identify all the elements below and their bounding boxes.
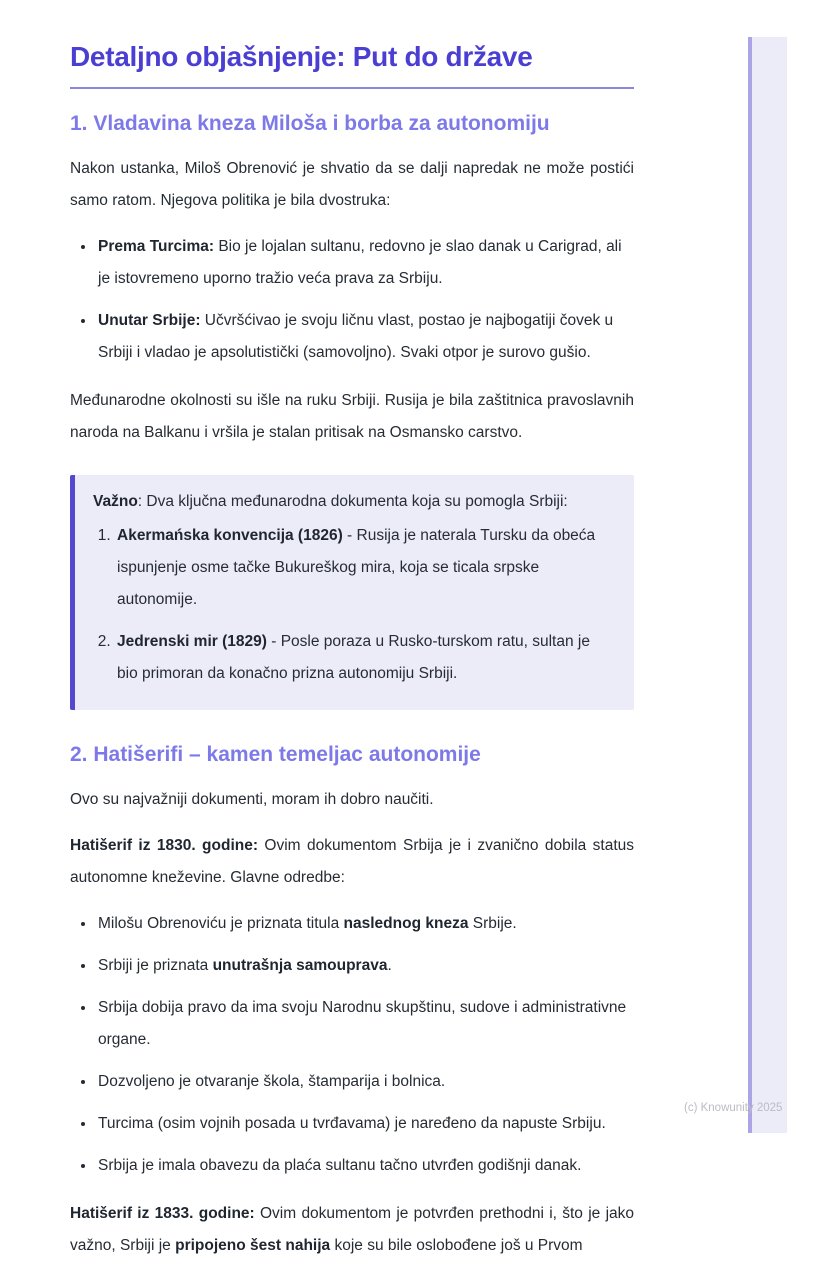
text-run: koje su bile oslobođene još u Prvom [330,1237,583,1254]
list-item [96,1108,634,1140]
bold-run: Akermańska konvencija (1826) [117,527,343,544]
important-callout [70,475,634,710]
text-run: Bio je lojalan sultanu, redovno je slao danak u Carigrad, ali je istovremeno uporno tražio veća prava za Srbiju. [98,238,622,287]
bold-run: unutrašnja samouprava [212,957,388,974]
text-run: Ovim dokumentom Srbija je i zvanično dobila status autonomne kneževine. Glavne odredbe: [70,837,635,886]
title-underline [70,87,634,89]
hatiserif-1833-paragraph [70,1198,634,1262]
list-item [115,626,612,690]
bold-run: Hatišerif iz 1833. godine: [70,1205,255,1222]
section-2-bullet-list [70,908,634,1182]
bold-run: naslednog kneza [343,915,469,932]
bold-run: Prema Turcima: [98,238,215,255]
list-item [96,1150,634,1182]
list-item [96,305,634,369]
text-run: : Dva ključna međunarodna dokumenta koja su pomogla Srbiji: [137,493,568,510]
section-2-intro-paragraph: Ovo su najvažniji dokumenti, moram ih dobro naučiti. [70,791,434,808]
list-item [115,520,612,616]
text-run: Srbije. [468,915,517,932]
text-run: Učvršćivao je svoju ličnu vlast, postao je najbogatiji čovek u Srbiji i vladao je apsolutistički (samovoljno). Svaki otpor je surovo gušio. [98,312,614,361]
callout-heading [93,486,612,518]
text-run: Milošu Obrenoviću je priznata titula [98,915,344,932]
list-item [96,908,634,940]
section-1-heading: 1. Vladavina kneza Miloša i borba za autonomiju [70,112,550,135]
list-item [96,231,634,295]
text-run: Turcima (osim vojnih posada u tvrđavama) je naređeno da napuste Srbiju. [98,1115,606,1132]
bold-run: pripojeno šest nahija [175,1237,331,1254]
section-1-bullet-list [70,231,634,369]
document-page [70,40,634,1276]
copyright-text: (c) Knowunity 2025 [684,1102,783,1114]
list-item [96,1066,634,1098]
text-run: - Posle poraza u Rusko-turskom ratu, sultan je bio primoran da konačno prizna autonomiju Srbiji. [117,633,590,682]
hatiserif-1830-paragraph [70,830,634,894]
bold-run: Unutar Srbije: [98,312,201,329]
section-1-outro-paragraph: Međunarodne okolnosti su išle na ruku Srbiji. Rusija je bila zaštitnica pravoslavnih naroda na Balkanu i vršila je stalan pritisak na Osmansko carstvo. [70,392,634,441]
bold-run: Hatišerif iz 1830. godine: [70,837,259,854]
text-run: . [387,957,392,974]
page-edge-decoration [748,37,787,1133]
text-run: Srbija je imala obavezu da plaća sultanu tačno utvrđen godišnji danak. [98,1157,582,1174]
section-1-intro-paragraph: Nakon ustanka, Miloš Obrenović je shvatio da se dalji napredak ne može postići samo ratom. Njegova politika je bila dvostruka: [70,160,634,209]
text-run: Srbija dobija pravo da ima svoju Narodnu skupštinu, sudove i administrativne organe. [98,999,627,1048]
bold-run: Jedrenski mir (1829) [117,633,267,650]
callout-label: Važno [93,493,138,510]
list-item [96,992,634,1056]
text-run: Ovim dokumentom je potvrđen prethodni i, što je jako važno, Srbiji je [70,1205,635,1254]
section-2-heading: 2. Hatišerifi – kamen temeljac autonomije [70,743,481,766]
text-run: Srbiji je priznata [98,957,213,974]
text-run: - Rusija je naterala Tursku da obeća ispunjenje osme tačke Bukureškog mira, koja se ticala srpske autonomije. [117,527,596,608]
list-item [96,950,634,982]
page-title: Detaljno objašnjenje: Put do države [70,41,533,72]
callout-numbered-list [93,520,612,690]
text-run: Dozvoljeno je otvaranje škola, štamparija i bolnica. [98,1073,446,1090]
